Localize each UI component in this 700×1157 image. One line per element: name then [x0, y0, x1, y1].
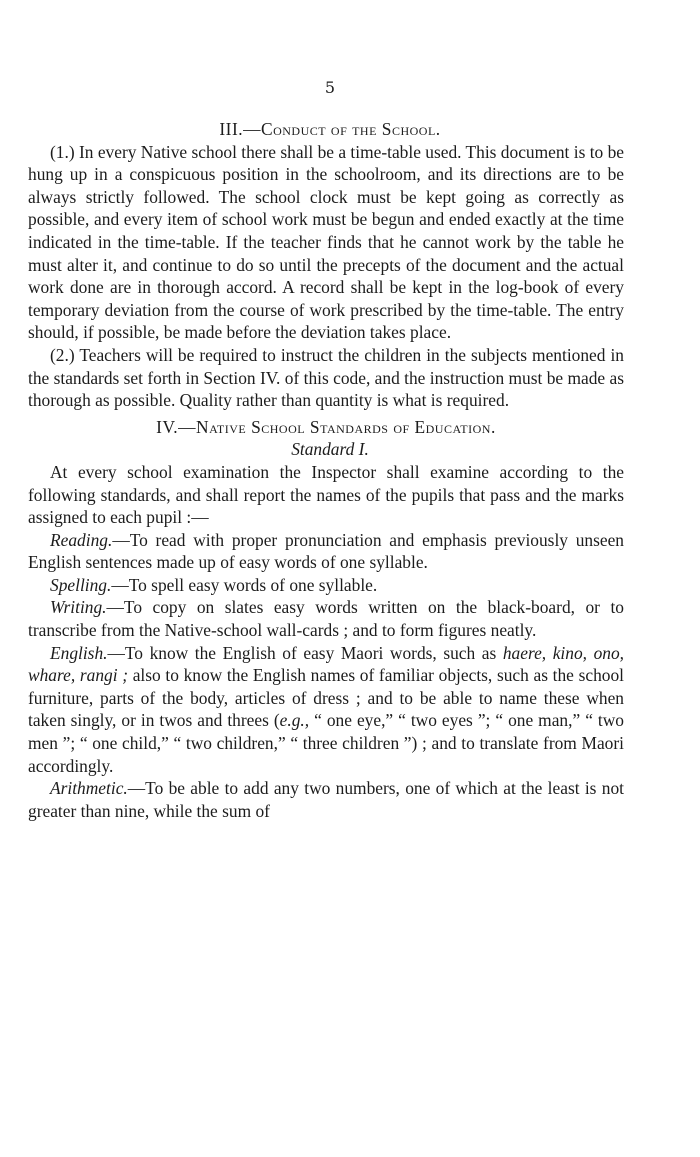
paragraph-reading	[28, 529, 624, 574]
paragraph-english	[28, 642, 624, 778]
section-heading-conduct-of-school: III.—Conduct of the School.	[219, 119, 441, 139]
page-number: 5	[324, 78, 336, 97]
subject-label-arithmetic: Arithmetic.	[50, 778, 128, 799]
maori-words: haere, kino, ono, whare, rangi ;	[28, 642, 625, 686]
subject-label-english: English.	[50, 642, 108, 663]
paragraph-writing	[28, 596, 624, 641]
paragraph-time-table: (1.) In every Native school there shall be a time-table used. This document is to be hung up in a conspicuous position in the schoolroom, and its directions are to be always strictly followed. The school clock must be kept going as correctly as possible, and every item of school work must be begun and ended exactly at the time indicated in the time-table. If the teacher finds that he cannot work by the table he must alter it, and continue to do so until the precepts of the document and the actual work done are in thorough accord. A record shall be kept in the log-book of every temporary deviation from the course of work prescribed by the time-table. The entry should, if possible, be made before the deviation takes place.	[28, 141, 624, 343]
subject-text-reading: —To read with proper pronunciation and emphasis previously unseen English sentences made up of easy words of one syllable.	[28, 529, 624, 573]
subject-label-writing: Writing.	[50, 597, 107, 618]
eg-abbreviation: e.g.,	[279, 710, 310, 731]
subject-text-writing: —To copy on slates easy words written on the black-board, or to transcribe from the Native-school wall-cards ; and to form figures neatly.	[28, 597, 624, 641]
document-body	[28, 118, 624, 822]
paragraph-examination-intro: At every school examination the Inspector shall examine according to the following standards, and shall report the names of the pupils that pass and the marks assigned to each pupil :—	[28, 461, 624, 528]
section-heading-standards-of-education: IV.—Native School Standards of Education.	[156, 416, 496, 437]
subject-text-english-a: —To know the English of easy Maori words, such as	[107, 642, 503, 663]
paragraph-spelling	[28, 574, 624, 597]
subject-text-arithmetic: —To be able to add any two numbers, one of which at the least is not greater than nine, while the sum of	[28, 778, 624, 821]
subject-text-spelling: —To spell easy words of one syllable.	[111, 574, 378, 595]
subject-text-english-c: “ one eye,” “ two eyes ”; “ one man,” “ two men ”; “ one child,” “ two children,” “ three children ”) ; and to translate from Maori accordingly.	[28, 710, 624, 776]
standard-heading: Standard I.	[291, 439, 369, 460]
paragraph-instruction-subjects: (2.) Teachers will be required to instruct the children in the subjects mentioned in the standards set forth in Section IV. of this code, and the instruction must be made as thorough as possible. Quality rather than quantity is what is required.	[28, 344, 624, 411]
subject-label-spelling: Spelling.	[50, 574, 112, 595]
paragraph-arithmetic	[28, 777, 624, 822]
subject-label-reading: Reading.	[50, 529, 113, 550]
subject-text-english-b: also to know the English names of familiar objects, such as the school furniture, parts of the body, articles of dress ; and to be able to name these when taken singly, or in twos and threes (	[28, 665, 624, 731]
